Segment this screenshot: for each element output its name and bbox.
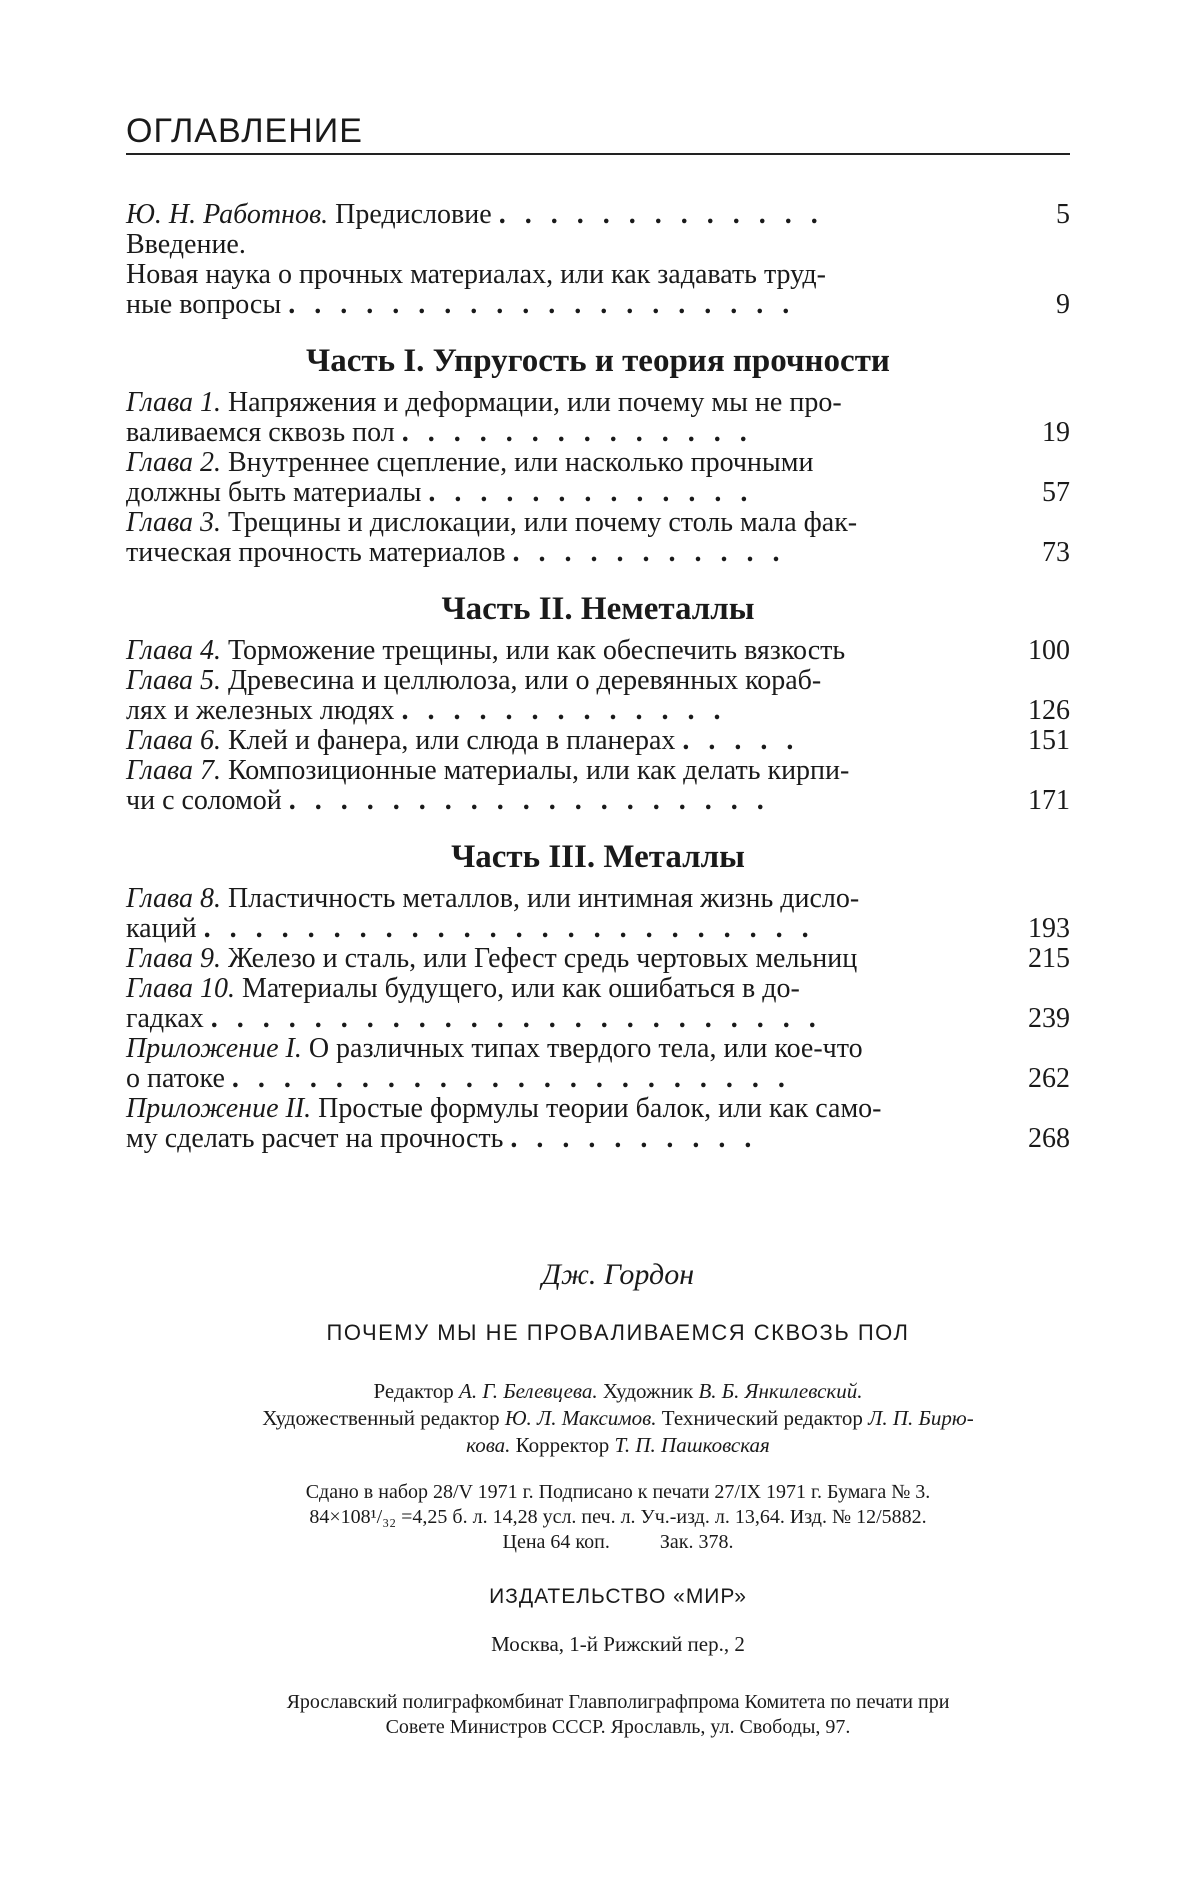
toc-entry-chapter: Глава 2. Внутреннее сцепление, или насколько прочными должны быть материалы . . . . . . . . . . . . . 57 [126, 447, 1070, 508]
credit-person: кова. [466, 1433, 511, 1457]
chapter-label: Глава 5. [126, 665, 221, 696]
appendix-label: Приложение II. [126, 1093, 312, 1124]
toc-entry-chapter: Глава 6. Клей и фанера, или слюда в планерах . . . . . 151 [126, 725, 1070, 756]
appendix-title-line2: о патоке [126, 1063, 225, 1094]
chapter-title-line2: валиваемся сквозь пол [126, 417, 395, 448]
page-number: 171 [1028, 785, 1070, 816]
chapter-title-line1: Материалы будущего, или как ошибаться в до- [241, 973, 800, 1004]
chapter-label: Глава 2. [126, 447, 221, 478]
part-title: Часть I. Упругость и теория прочности [306, 343, 890, 379]
chapter-title-line2: должны быть материалы [126, 477, 422, 508]
page-number: 5 [1056, 199, 1070, 230]
toc-entry-chapter [126, 944, 1070, 974]
appendix-title-line2: му сделать расчет на прочность [126, 1123, 504, 1154]
appendix-title-line1: О различных типах твердого тела, или кое-что [308, 1033, 863, 1064]
page-number: 73 [1042, 537, 1070, 568]
table-of-contents [126, 200, 1070, 1154]
chapter-title-line2: чи с соломой [126, 785, 282, 816]
page-number: 9 [1056, 289, 1070, 320]
heading-rule [126, 153, 1070, 155]
print-info-line: Сдано в набор 28/V 1971 г. Подписано к печати 27/IX 1971 г. Бумага № 3. [305, 1481, 931, 1503]
imprint-credits [126, 1378, 1110, 1459]
preface-title: Предисловие [335, 199, 492, 230]
chapter-title-line1: Напряжения и деформации, или почему мы не про- [227, 387, 842, 418]
toc-entry-chapter [126, 636, 1070, 666]
chapter-label: Глава 8. [126, 883, 221, 914]
credit-role: Художник [602, 1379, 694, 1403]
credit-role: Технический редактор [661, 1406, 863, 1430]
imprint-author: Дж. Гордон [541, 1258, 695, 1291]
page-number: 239 [1028, 1003, 1070, 1034]
chapter-title-line2: каций [126, 913, 197, 944]
toc-entry-chapter: Глава 5. Древесина и целлюлоза, или о деревянных кораб- лях и железных людях . . . . . . . . . . . . . 126 [126, 665, 1070, 726]
printer-line: Совете Министров СССР. Ярославль, ул. Свободы, 97. [385, 1716, 851, 1738]
credit-person: Л. П. Бирю- [868, 1406, 974, 1430]
chapter-title-line1: Пластичность металлов, или интимная жизнь дисло- [227, 883, 860, 914]
page-number: 262 [1028, 1063, 1070, 1094]
imprint-printer [126, 1690, 1110, 1740]
page-number: 268 [1028, 1123, 1070, 1154]
chapter-title-line1: Древесина и целлюлоза, или о деревянных кораб- [227, 665, 822, 696]
page-number: 151 [1028, 725, 1070, 756]
chapter-label: Глава 10. [126, 973, 235, 1004]
toc-heading: ОГЛАВЛЕНИЕ [126, 112, 363, 150]
credit-role: Корректор [515, 1433, 610, 1457]
chapter-title-line1: Внутреннее сцепление, или насколько прочными [227, 447, 814, 478]
appendix-label: Приложение I. [126, 1033, 302, 1064]
part-title: Часть II. Неметаллы [441, 591, 755, 627]
credits-line [126, 1378, 1110, 1405]
print-info-line: Цена 64 коп. Зак. 378. [502, 1531, 734, 1553]
printer-line: Ярославский полиграфкомбинат Главполиграфпрома Комитета по печати при [286, 1691, 950, 1713]
appendix-title-line1: Простые формулы теории балок, или как само- [318, 1093, 882, 1124]
intro-title-line2: ные вопросы [126, 289, 282, 320]
imprint-address: Москва, 1-й Рижский пер., 2 [491, 1632, 745, 1656]
chapter-title-line1: Композиционные материалы, или как делать кирпи- [227, 755, 850, 786]
toc-entry-appendix: Приложение II. Простые формулы теории балок, или как само- му сделать расчет на прочность . . . . . . . . . . 268 [126, 1093, 1070, 1154]
toc-entry-chapter: Глава 7. Композиционные материалы, или как делать кирпи- чи с соломой . . . . . . . . . . . . . . . . . . . 171 [126, 755, 1070, 816]
page-number: 193 [1028, 913, 1070, 944]
chapter-title-line2: гадках [126, 1003, 204, 1034]
credit-person: В. Б. Янкилевский. [698, 1379, 863, 1403]
chapter-title-line2: тическая прочность материалов [126, 537, 506, 568]
chapter-label: Глава 3. [126, 507, 221, 538]
toc-entry-chapter: Глава 10. Материалы будущего, или как ошибаться в до- гадках . . . . . . . . . . . . . . . . . . . . . . . . 239 [126, 973, 1070, 1034]
chapter-label: Глава 7. [126, 755, 221, 786]
page-number: 57 [1042, 477, 1070, 508]
imprint-book-title: ПОЧЕМУ МЫ НЕ ПРОВАЛИВАЕМСЯ СКВОЗЬ ПОЛ [326, 1320, 910, 1345]
preface-author: Ю. Н. Работнов. [126, 199, 329, 230]
chapter-title-line1: Железо и сталь, или Гефест средь чертовых мельниц [227, 943, 858, 974]
toc-entry-chapter: Глава 1. Напряжения и деформации, или почему мы не про- валиваемся сквозь пол . . . . . . . . . . . . . . 19 [126, 387, 1070, 448]
chapter-label: Глава 6. [126, 725, 221, 756]
toc-entry-preface: Ю. Н. Работнов. Предисловие . . . . . . . . . . . . . 5 [126, 199, 1070, 230]
page-number: 19 [1042, 417, 1070, 448]
credit-person: Ю. Л. Максимов. [504, 1406, 657, 1430]
chapter-title-line1: Трещины и дислокации, или почему столь мала фак- [227, 507, 858, 538]
credit-person: Т. П. Пашковская [614, 1433, 770, 1457]
chapter-label: Глава 9. [126, 943, 221, 974]
toc-entry-chapter: Глава 8. Пластичность металлов, или интимная жизнь дисло- каций . . . . . . . . . . . . . . . . . . . . . . . . 193 [126, 883, 1070, 944]
credits-line [126, 1432, 1110, 1459]
intro-title-line1: Новая наука о прочных материалах, или как задавать труд- [126, 259, 826, 290]
print-info-line: 84×108¹/₃₂ =4,25 б. л. 14,28 усл. печ. л. Уч.-изд. л. 13,64. Изд. № 12/5882. [309, 1506, 927, 1528]
credit-role: Редактор [373, 1379, 454, 1403]
chapter-title-line1: Торможение трещины, или как обеспечить вязкость [227, 635, 846, 666]
chapter-title-line2: лях и железных людях [126, 695, 395, 726]
credit-person: А. Г. Белевцева. [459, 1379, 598, 1403]
part-title: Часть III. Металлы [451, 839, 745, 875]
credits-line [126, 1405, 1110, 1432]
chapter-label: Глава 4. [126, 635, 221, 666]
toc-entry-appendix: Приложение I. О различных типах твердого тела, или кое-что о патоке . . . . . . . . . . . . . . . . . . . . . . 262 [126, 1033, 1070, 1094]
page-number: 215 [1028, 943, 1070, 974]
credit-role: Художественный редактор [262, 1406, 500, 1430]
toc-entry-chapter: Глава 3. Трещины и дислокации, или почему столь мала фак- тическая прочность материалов . . . . . . . . . . . 73 [126, 507, 1070, 568]
chapter-title-line1: Клей и фанера, или слюда в планерах [227, 725, 676, 756]
toc-entry-introduction: Введение. Новая наука о прочных материалах, или как задавать труд- ные вопросы . . . . . . . . . . . . . . . . . . . . 9 [126, 229, 1070, 320]
chapter-label: Глава 1. [126, 387, 221, 418]
imprint-publisher: ИЗДАТЕЛЬСТВО «МИР» [489, 1585, 747, 1608]
intro-label: Введение. [126, 229, 246, 260]
page-number: 126 [1028, 695, 1070, 726]
page-number: 100 [1028, 635, 1070, 666]
imprint-print-info [126, 1480, 1110, 1555]
